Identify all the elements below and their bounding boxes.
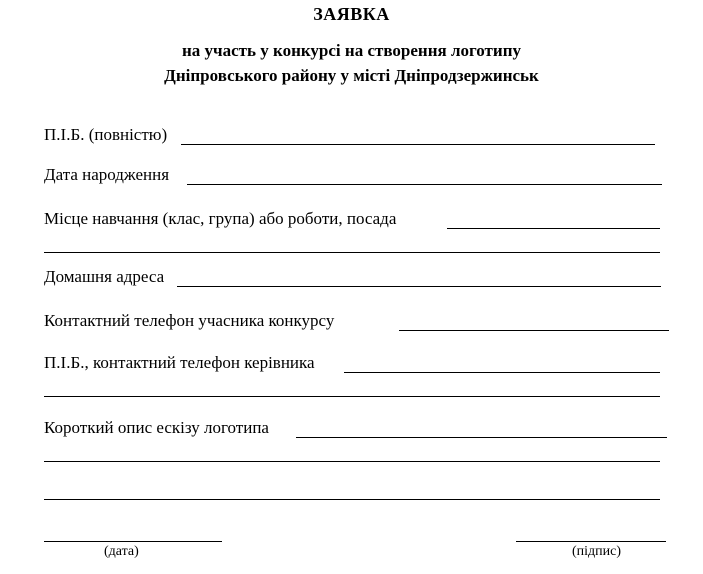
form-subtitle-line2: Дніпровського району у місті Дніпродзержинськ	[164, 66, 539, 85]
field-supervisor-label: П.І.Б., контактний телефон керівника	[44, 353, 315, 372]
field-description-input-line3[interactable]	[44, 499, 660, 500]
field-description-input[interactable]	[296, 437, 667, 438]
field-birth-date-label: Дата народження	[44, 165, 170, 184]
field-phone-label: Контактний телефон учасника конкурсу	[44, 311, 335, 330]
field-phone-input[interactable]	[399, 330, 669, 331]
field-description-input-line2[interactable]	[44, 461, 660, 462]
field-full-name-label: П.І.Б. (повністю)	[44, 125, 168, 144]
field-full-name	[44, 126, 703, 148]
field-address	[44, 268, 703, 290]
form-subtitle-line1: на участь у конкурсі на створення логотипу	[181, 41, 521, 60]
field-description-label: Короткий опис ескізу логотипа	[44, 418, 269, 437]
field-place	[44, 210, 703, 232]
field-full-name-input[interactable]	[181, 144, 655, 145]
field-description	[44, 419, 703, 441]
field-birth-date	[44, 166, 703, 188]
form-title: ЗАЯВКА	[313, 4, 390, 24]
field-place-label: Місце навчання (клас, група) або роботи, посада	[44, 209, 397, 228]
sign-signature-label: (підпис)	[572, 544, 622, 559]
field-supervisor-input-line2[interactable]	[44, 396, 660, 397]
field-place-input[interactable]	[447, 228, 660, 229]
field-phone	[44, 312, 703, 334]
field-address-input[interactable]	[177, 286, 661, 287]
field-birth-date-input[interactable]	[187, 184, 662, 185]
field-place-input-line2[interactable]	[44, 252, 660, 253]
field-address-label: Домашня адреса	[44, 267, 165, 286]
date-signature-line[interactable]	[44, 541, 222, 542]
field-supervisor	[44, 354, 703, 376]
sign-signature-line[interactable]	[516, 541, 666, 542]
field-supervisor-input[interactable]	[344, 372, 660, 373]
date-signature-label: (дата)	[104, 544, 139, 559]
